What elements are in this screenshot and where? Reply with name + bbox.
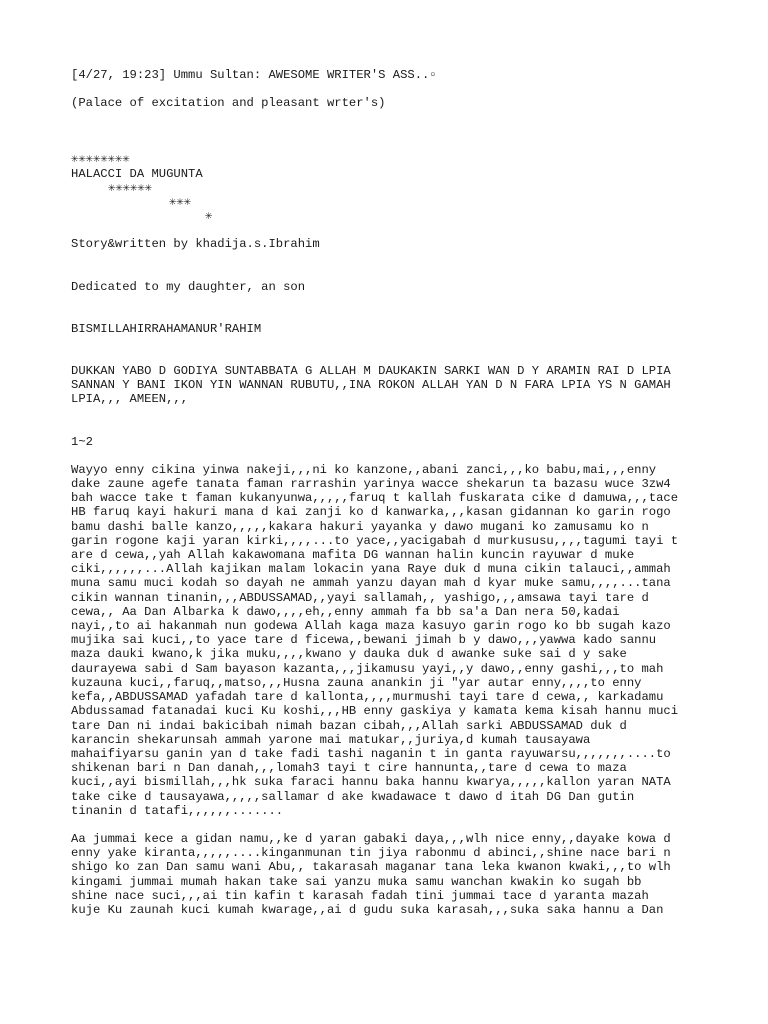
paragraph-line: HB faruq kayi hakuri mana d kai zanji ko d kanwarka,,,kasan gidannan ko garin rogo <box>71 505 671 520</box>
story-paragraph <box>71 463 728 818</box>
paragraph-line: kuzauna kuci,,faruq,,matso,,,Husna zauna anankin ji "yar autar enny,,,,to enny <box>71 675 642 690</box>
paragraph-line: ciki,,,,,,...Allah kajikan malam lokacin yana Raye duk d muna cikin talauci,,ammah <box>71 562 671 577</box>
paragraph-line: dake zaune agefe tanata faman rarrashin yarinya wacce shekarun ta bazasu wuce 3zw4 <box>71 477 671 492</box>
stars-row-4: ✳ <box>205 209 213 224</box>
paragraph-line: cewa,, Aa Dan Albarka k dawo,,,,eh,,enny ammah fa bb sa'a Dan nera 50,kadai <box>71 604 620 619</box>
paragraph-line: take cike d tausayawa,,,,,sallamar d ake kwadawace t dawo d itah DG Dan gutin <box>71 789 635 804</box>
paragraph-line: mahaifiyarsu ganin yan d take fadi tashi naganin t in ganta rayuwarsu,,,,,,,....to <box>71 746 671 761</box>
paragraph-line: Aa jummai kece a gidan namu,,ke d yaran gabaki daya,,,wlh nice enny,,dayake kowa d <box>71 831 671 846</box>
paragraph-line: kefa,,ABDUSSAMAD yafadah tare d kallonta,,,,murmushi tayi tare d cewa,, karkadamu <box>71 690 664 705</box>
author-credit: Story&written by khadija.s.Ibrahim <box>71 237 320 252</box>
stars-row-3: ✳✳✳ <box>169 195 192 210</box>
paragraph-line: shine nace suci,,,ai tin kafin t karasah fadah tini jummai tace d yaranta mazah <box>71 888 649 903</box>
paragraph-line: tinanin d tatafi,,,,,,....... <box>71 803 284 818</box>
chat-header-line: [4/27, 19:23] Ummu Sultan: AWESOME WRITER'S ASS..▫ <box>71 68 437 82</box>
paragraph-line: bah wacce take t faman kukanyunwa,,,,,faruq t kallah fuskarata cike d damuwa,,,tace <box>71 491 679 506</box>
paragraph-line: enny yake kiranta,,,,,....kinganmunan tin jiya rabonmu d abinci,,shine nace bari n <box>71 846 671 861</box>
paragraph-line: cikin wannan tinanin,,,ABDUSSAMAD,,yayi sallamah,, yashigo,,,amsawa tayi tare d <box>71 590 649 605</box>
paragraph-line: mujika sai kuci,,to yace tare d ficewa,,bewani jimah b y dawo,,,yawwa kado sannu <box>71 633 657 648</box>
paragraph-line: bamu dashi balle kanzo,,,,,kakara hakuri yayanka y dawo mugani ko zamusamu ko n <box>71 519 649 534</box>
paragraph-line: muna samu muci kodah so dayah ne ammah yanzu dayan mah d kyar muke samu,,,,...tana <box>71 576 671 591</box>
paragraph-line: Wayyo enny cikina yinwa nakeji,,,ni ko kanzone,,abani zanci,,,ko babu,mai,,,enny <box>71 462 657 477</box>
paragraph-line: maza dauki kwano,k jika muku,,,,kwano y dauka duk d awanke suke sai d y sake <box>71 647 627 662</box>
story-title: HALACCI DA MUGUNTA <box>71 166 203 181</box>
paragraph-line: kingami jummai mumah hakan take sai yanzu muka samu wanchan kwakin ko sugah bb <box>71 874 642 889</box>
paragraph-line: are d cewa,,yah Allah kakawomana mafita DG wannan halin kuncin rayuwar d muke <box>71 548 635 563</box>
paragraph-line: tare Dan ni indai bakicibah nimah bazan cibah,,,Allah sarki ABDUSSAMAD duk d <box>71 718 627 733</box>
paragraph-line: kuci,,ayi bismillah,,,hk suka faraci hannu baka hannu kwarya,,,,,kallon yaran NATA <box>71 775 671 790</box>
paragraph-line: kuje Ku zaunah kuci kumah kwarage,,ai d gudu suka karasah,,,suka saka hannu a Dan <box>71 902 664 917</box>
stars-row-1: ✳✳✳✳✳✳✳✳ <box>71 152 130 167</box>
paragraph-line: karancin shekarunsah ammah yarone mai matukar,,juriya,d kumah tausayawa <box>71 732 591 747</box>
paragraph-line: nayi,,to ai hakanmah nun godewa Allah kaga maza kasuyo garin rogo ko bb sugah kazo <box>71 619 671 634</box>
paragraph-line: garin rogone kaji yaran kirki,,,,...to yace,,yacigabah d murkususu,,,,tagumi tayi t <box>71 533 679 548</box>
dedication: Dedicated to my daughter, an son <box>71 279 306 294</box>
paragraph-line: Abdussamad fatanadai kuci Ku koshi,,,HB enny gaskiya y kamata kema kisah hannu muci <box>71 704 679 719</box>
invocation-line: LPIA,,, AMEEN,,, <box>71 392 189 407</box>
invocation-block <box>71 364 728 407</box>
invocation-line: DUKKAN YABO D GODIYA SUNTABBATA G ALLAH M DAUKAKIN SARKI WAN D Y ARAMIN RAI D LPIA <box>71 364 671 379</box>
story-paragraph <box>71 832 728 917</box>
paragraph-line: daurayewa sabi d Sam bayason kazanta,,,jikamusu yayi,,y dawo,,enny gashi,,,to mah <box>71 661 664 676</box>
chapter-number: 1~2 <box>71 434 93 449</box>
paragraph-line: shikenan bari n Dan danah,,,lomah3 tayi t cire hannunta,,tare d cewa to maza <box>71 761 627 776</box>
invocation-line: SANNAN Y BANI IKON YIN WANNAN RUBUTU,,INA ROKON ALLAH YAN D N FARA LPIA YS N GAMAH <box>71 378 671 393</box>
tagline: (Palace of excitation and pleasant wrter's) <box>71 96 386 111</box>
bismillah-heading: BISMILLAHIRRAHAMANUR'RAHIM <box>71 321 262 336</box>
stars-row-2: ✳✳✳✳✳✳ <box>108 180 153 195</box>
paragraph-line: shigo ko zan Dan samu wani Abu,, takarasah maganar tana leka kwanon kwaki,,,to wlh <box>71 860 671 875</box>
